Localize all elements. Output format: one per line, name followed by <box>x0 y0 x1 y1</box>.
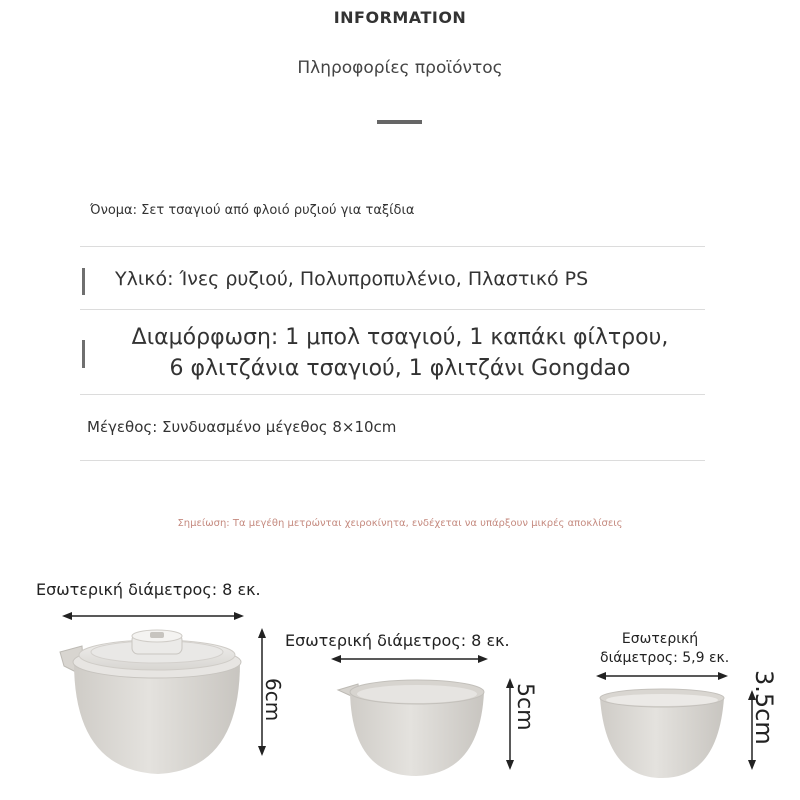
measurement-note: Σημείωση: Τα μεγέθη μετρώνται χειροκίνητα, ενδέχεται να υπάρξουν μικρές αποκλίσεις <box>177 518 623 529</box>
info-name: Όνομα: Σετ τσαγιού από φλοιό ρυζιού για ταξίδια <box>90 203 415 218</box>
teapot-image <box>60 630 241 774</box>
cup-diameter-label <box>600 0 730 800</box>
cup-diameter-label-line-1: Εσωτερική <box>621 631 699 647</box>
info-material: Υλικό: Ίνες ρυζιού, Πολυπροπυλένιο, Πλαστικό PS <box>115 268 589 290</box>
pitcher-height-label: 5cm <box>512 683 537 731</box>
configuration-line-1: Διαμόρφωση: 1 μπολ τσαγιού, 1 καπάκι φίλτρου, <box>131 325 669 350</box>
pitcher-width-arrow <box>331 655 488 663</box>
pitcher-image <box>338 680 484 776</box>
info-size: Μέγεθος: Συνδυασμένο μέγεθος 8×10cm <box>87 418 397 436</box>
page-subtitle: Πληροφορίες προϊόντος <box>297 58 503 78</box>
configuration-line-2: 6 φλιτζάνια τσαγιού, 1 φλιτζάνι Gongdao <box>169 356 631 381</box>
cup-height-label: 3.5cm <box>750 670 778 745</box>
cup-diameter-label-line-2: διάμετρος: 5,9 εκ. <box>600 650 730 666</box>
teapot-diameter-label: Εσωτερική διάμετρος: 8 εκ. <box>36 580 261 599</box>
teapot-height-label: 6cm <box>261 678 285 722</box>
teapot-width-arrow <box>62 612 244 620</box>
page-title: INFORMATION <box>333 8 467 27</box>
pitcher-diameter-label: Εσωτερική διάμετρος: 8 εκ. <box>285 631 510 650</box>
